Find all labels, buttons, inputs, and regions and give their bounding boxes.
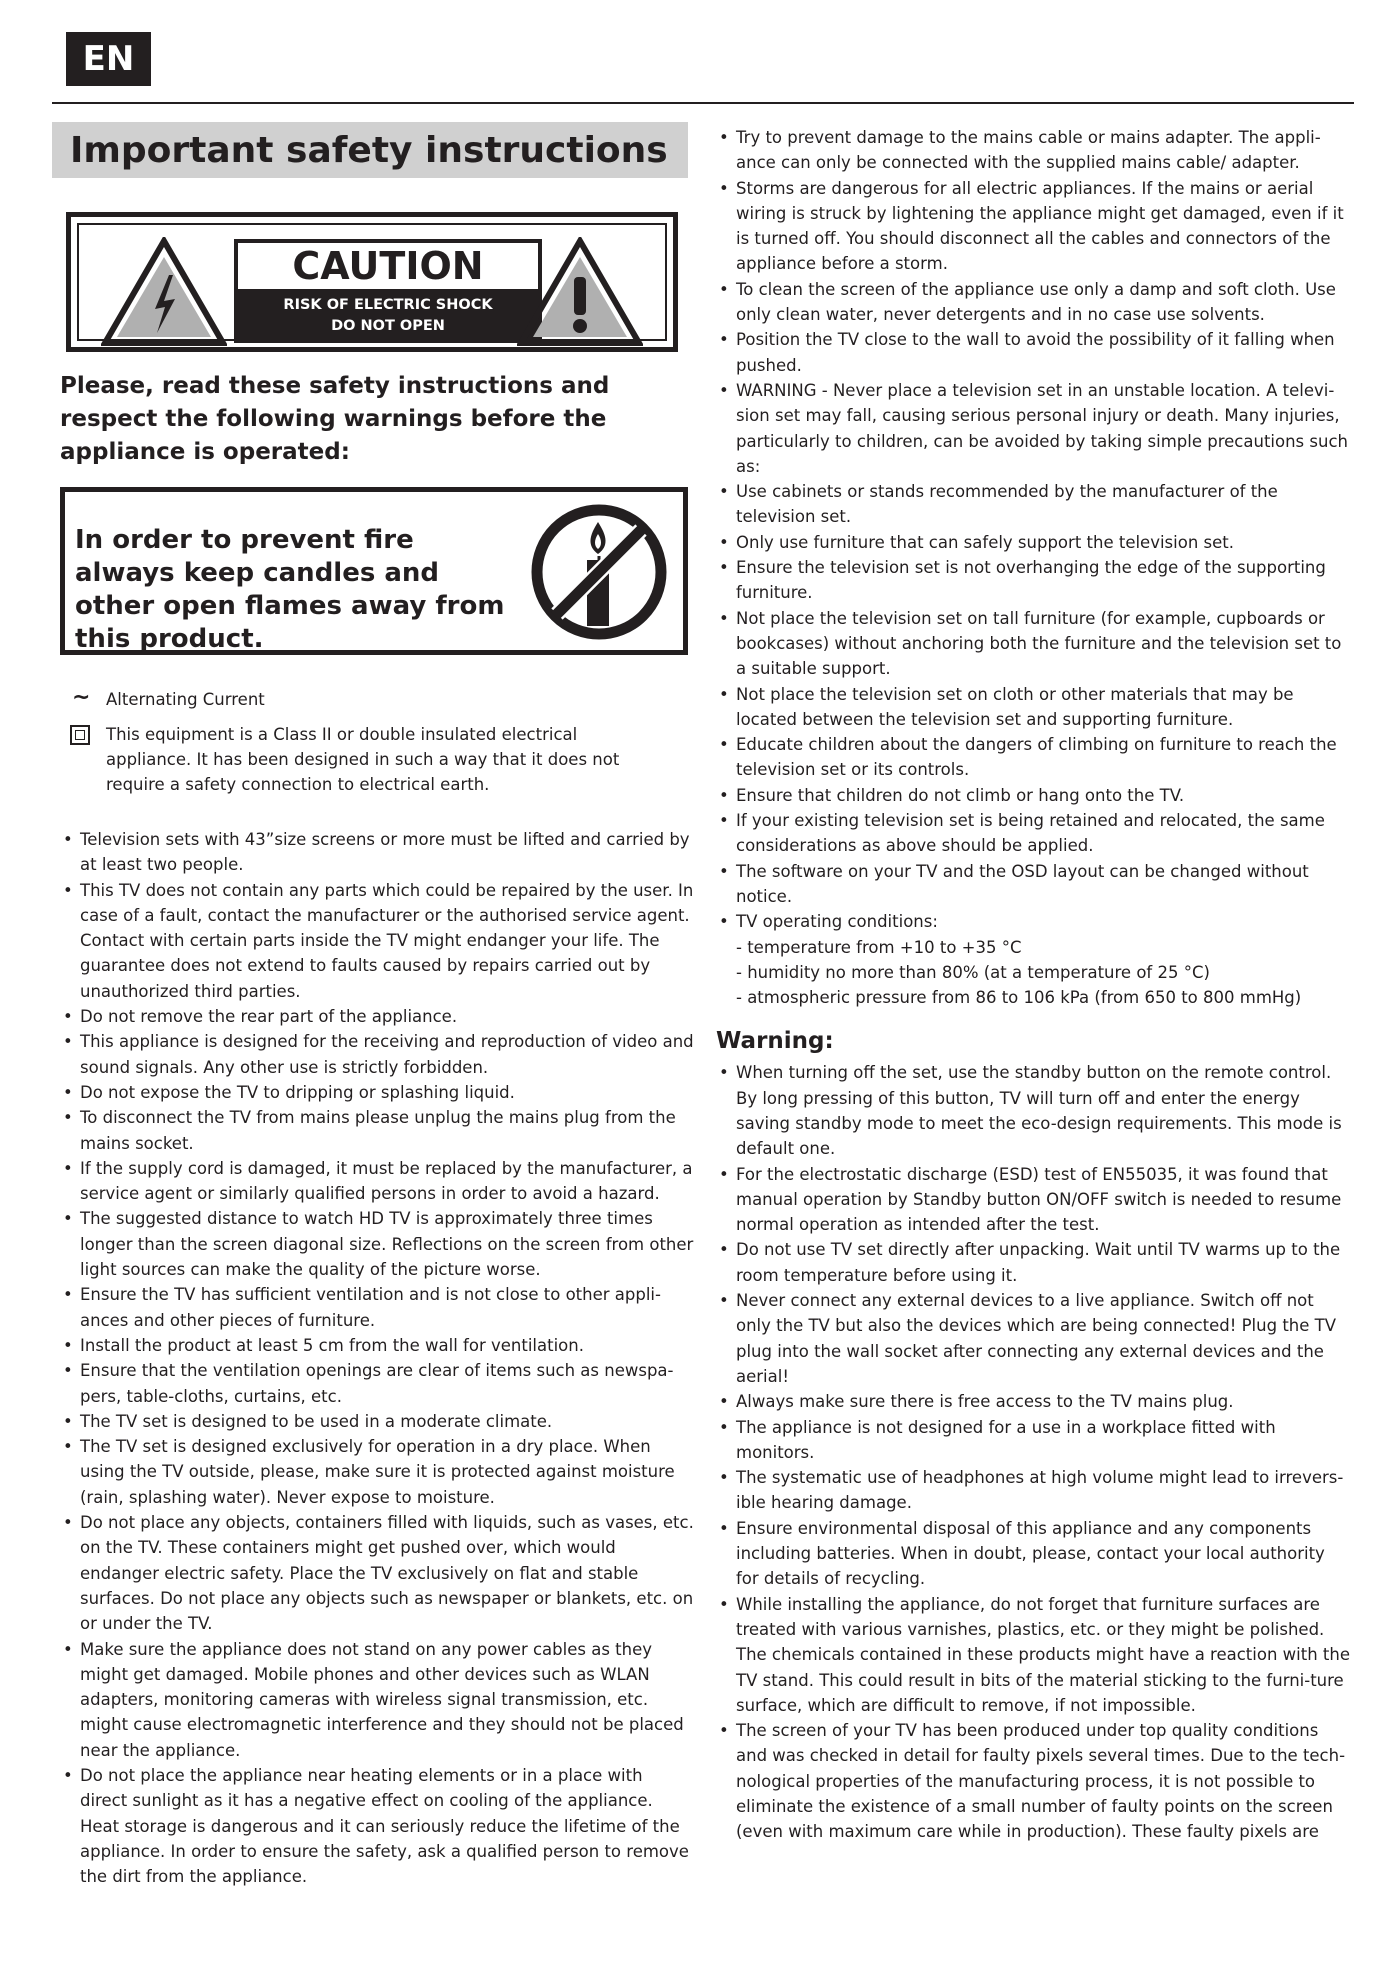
list-item: • To disconnect the TV from mains please unplug the mains plug from the mains socket. (60, 1105, 694, 1156)
operating-condition: - temperature from +10 to +35 °C (736, 937, 1022, 957)
list-item: • Do not place any objects, containers filled with liquids, such as vases, etc. on the TV. These containers might get pushed over, which would endanger electric safety. Place the TV exclusively on flat and stable surfaces. Do not place any objects such as newspaper or blankets, etc. on or under the TV. (60, 1510, 694, 1636)
electric-shock-warning-icon (101, 237, 227, 347)
list-item: • Ensure that children do not climb or hang onto the TV. (716, 783, 1352, 808)
caution-line-2: DO NOT OPEN (331, 318, 445, 334)
operating-conditions (716, 909, 1352, 1010)
fire-warning-text: In order to prevent fire always keep candles and other open flames away from this product. (75, 525, 505, 654)
list-item: • The appliance is not designed for a use in a workplace fitted with monitors. (716, 1415, 1352, 1466)
no-open-flame-icon (529, 502, 669, 642)
list-item: • Storms are dangerous for all electric appliances. If the mains or aerial wiring is struck by lightening the appliance might get damaged, even if it is turned off. You should disconnect all the cables and connectors of the appliance before a storm. (716, 176, 1352, 277)
right-column (716, 125, 1354, 1845)
list-item: • If your existing television set is being retained and relocated, the same considerations as above should be applied. (716, 808, 1352, 859)
exclamation-warning-icon (517, 237, 643, 347)
symbol-description: Alternating Current (106, 690, 265, 709)
list-item: • Use cabinets or stands recommended by the manufacturer of the television set. (716, 479, 1352, 530)
list-item: • Not place the television set on cloth or other materials that may be located between the television set and supporting furniture. (716, 682, 1352, 733)
operating-conditions-label: • TV operating conditions: (736, 912, 938, 932)
list-item: • Position the TV close to the wall to avoid the possibility of it falling when pushed. (716, 327, 1352, 378)
list-item: • Only use furniture that can safely support the television set. (716, 530, 1352, 555)
operating-condition: - humidity no more than 80% (at a temperature of 25 °C) (736, 962, 1210, 982)
list-item: • Do not place the appliance near heating elements or in a place with direct sunlight as it has a negative effect on cooling of the appliance. Heat storage is dangerous and it can seriously reduce the lifetime of the appliance. In order to ensure the safety, ask a qualified person to remove the dirt from the appliance. (60, 1763, 694, 1889)
fire-warning-box (60, 487, 688, 655)
list-item: • Educate children about the dangers of climbing on furniture to reach the television set or its controls. (716, 732, 1352, 783)
list-item: • Not place the television set on tall furniture (for example, cupboards or bookcases) without anchoring both the furniture and the television set to a suitable support. (716, 606, 1352, 682)
list-item: • Do not expose the TV to dripping or splashing liquid. (60, 1080, 694, 1105)
intro-notice: Please, read these safety instructions and respect the following warnings before the appliance is operated: (60, 373, 610, 465)
list-item: • To clean the screen of the appliance use only a damp and soft cloth. Use only clean water, never detergents and in no case use solvents. (716, 277, 1352, 328)
warning-list (716, 1060, 1352, 1844)
symbol-row-ac (60, 687, 688, 712)
list-item: • Always make sure there is free access to the TV mains plug. (716, 1389, 1352, 1414)
safety-list-right (716, 125, 1352, 1010)
class-ii-icon (70, 725, 90, 745)
list-item: • Ensure that the ventilation openings are clear of items such as newspa-pers, table-cloths, curtains, etc. (60, 1358, 694, 1409)
list-item: • Make sure the appliance does not stand on any power cables as they might get damaged. Mobile phones and other devices such as WLAN adapters, monitoring cameras with wireless signal transmission, etc. might cause electromagnetic interference and they should not be placed near the appliance. (60, 1637, 694, 1763)
list-item: • The TV set is designed to be used in a moderate climate. (60, 1409, 694, 1434)
caution-label (66, 212, 678, 352)
list-item: • The suggested distance to watch HD TV is approximately three times longer than the screen diagonal size. Reflections on the screen from other light sources can make the quality of the picture worse. (60, 1206, 694, 1282)
list-item: • The screen of your TV has been produced under top quality conditions and was checked in detail for faulty pixels several times. Due to the tech-nological properties of the manufacturing process, it is not possible to eliminate the existence of a small number of faulty points on the screen (even with maximum care while in production). These faulty pixels are (716, 1718, 1352, 1844)
operating-condition: - atmospheric pressure from 86 to 106 kPa (from 650 to 800 mmHg) (736, 988, 1302, 1008)
list-item: • The software on your TV and the OSD layout can be changed without notice. (716, 859, 1352, 910)
list-item: • If the supply cord is damaged, it must be replaced by the manufacturer, a service agent or similarly qualified persons in order to avoid a hazard. (60, 1156, 694, 1207)
caution-line-1: RISK OF ELECTRIC SHOCK (283, 297, 493, 313)
list-item: • Do not remove the rear part of the appliance. (60, 1004, 694, 1029)
list-item: • This TV does not contain any parts which could be repaired by the user. In case of a fault, contact the manufacturer or the authorised service agent. Contact with certain parts inside the TV might endanger your life. The guarantee does not extend to faults caused by repairs carried out by unauthorized third parties. (60, 878, 694, 1004)
alternating-current-icon: ~ (72, 685, 91, 710)
list-item: • Ensure the television set is not overhanging the edge of the supporting furniture. (716, 555, 1352, 606)
list-item: • The systematic use of headphones at high volume might lead to irrevers-ible hearing damage. (716, 1465, 1352, 1516)
caution-panel (234, 239, 542, 343)
left-column (52, 122, 694, 1889)
list-item: • Try to prevent damage to the mains cable or mains adapter. The appli-ance can only be connected with the supplied mains cable/ adapter. (716, 125, 1352, 176)
caution-word: CAUTION (238, 243, 538, 289)
safety-list-left (60, 827, 694, 1889)
symbol-row-class-ii (60, 722, 688, 797)
list-item: • The TV set is designed exclusively for operation in a dry place. When using the TV outside, please, make sure it is protected against moisture (rain, splashing water). Never expose to moisture. (60, 1434, 694, 1510)
list-item: • Never connect any external devices to a live appliance. Switch off not only the TV but also the devices which are being connected! Plug the TV plug into the wall socket after connecting any external devices and the aerial! (716, 1288, 1352, 1389)
list-item: • This appliance is designed for the receiving and reproduction of video and sound signals. Any other use is strictly forbidden. (60, 1029, 694, 1080)
list-item: • When turning off the set, use the standby button on the remote control. By long pressing of this button, TV will turn off and enter the energy saving standby mode to meet the eco-design requirements. This mode is default one. (716, 1060, 1352, 1161)
symbol-description: This equipment is a Class II or double insulated electrical appliance. It has been designed in such a way that it does not require a safety connection to electrical earth. (106, 725, 620, 794)
list-item: • Install the product at least 5 cm from the wall for ventilation. (60, 1333, 694, 1358)
page-title: Important safety instructions (70, 129, 668, 171)
language-badge: EN (66, 32, 151, 86)
header-rule (52, 102, 1354, 104)
list-item: • For the electrostatic discharge (ESD) test of EN55035, it was found that manual operation by Standby button ON/OFF switch is needed to resume normal operation as intended after the test. (716, 1162, 1352, 1238)
list-item: • Do not use TV set directly after unpacking. Wait until TV warms up to the room temperature before using it. (716, 1237, 1352, 1288)
list-item: • Television sets with 43”size screens or more must be lifted and carried by at least two people. (60, 827, 694, 878)
title-bar (52, 122, 688, 178)
list-item: • Ensure environmental disposal of this appliance and any components including batteries. When in doubt, please, contact your local authority for details of recycling. (716, 1516, 1352, 1592)
warning-heading: Warning: (716, 1028, 834, 1055)
list-item: • WARNING - Never place a television set in an unstable location. A televi-sion set may fall, causing serious personal injury or death. Many injuries, particularly to children, can be avoided by taking simple precautions such as: (716, 378, 1352, 479)
list-item: • Ensure the TV has sufficient ventilation and is not close to other appli-ances and other pieces of furniture. (60, 1282, 694, 1333)
list-item: • While installing the appliance, do not forget that furniture surfaces are treated with various varnishes, plastics, etc. or they might be polished. The chemicals contained in these products might have a reaction with the TV stand. This could result in bits of the material sticking to the furni-ture surface, which are difficult to remove, if not impossible. (716, 1592, 1352, 1718)
